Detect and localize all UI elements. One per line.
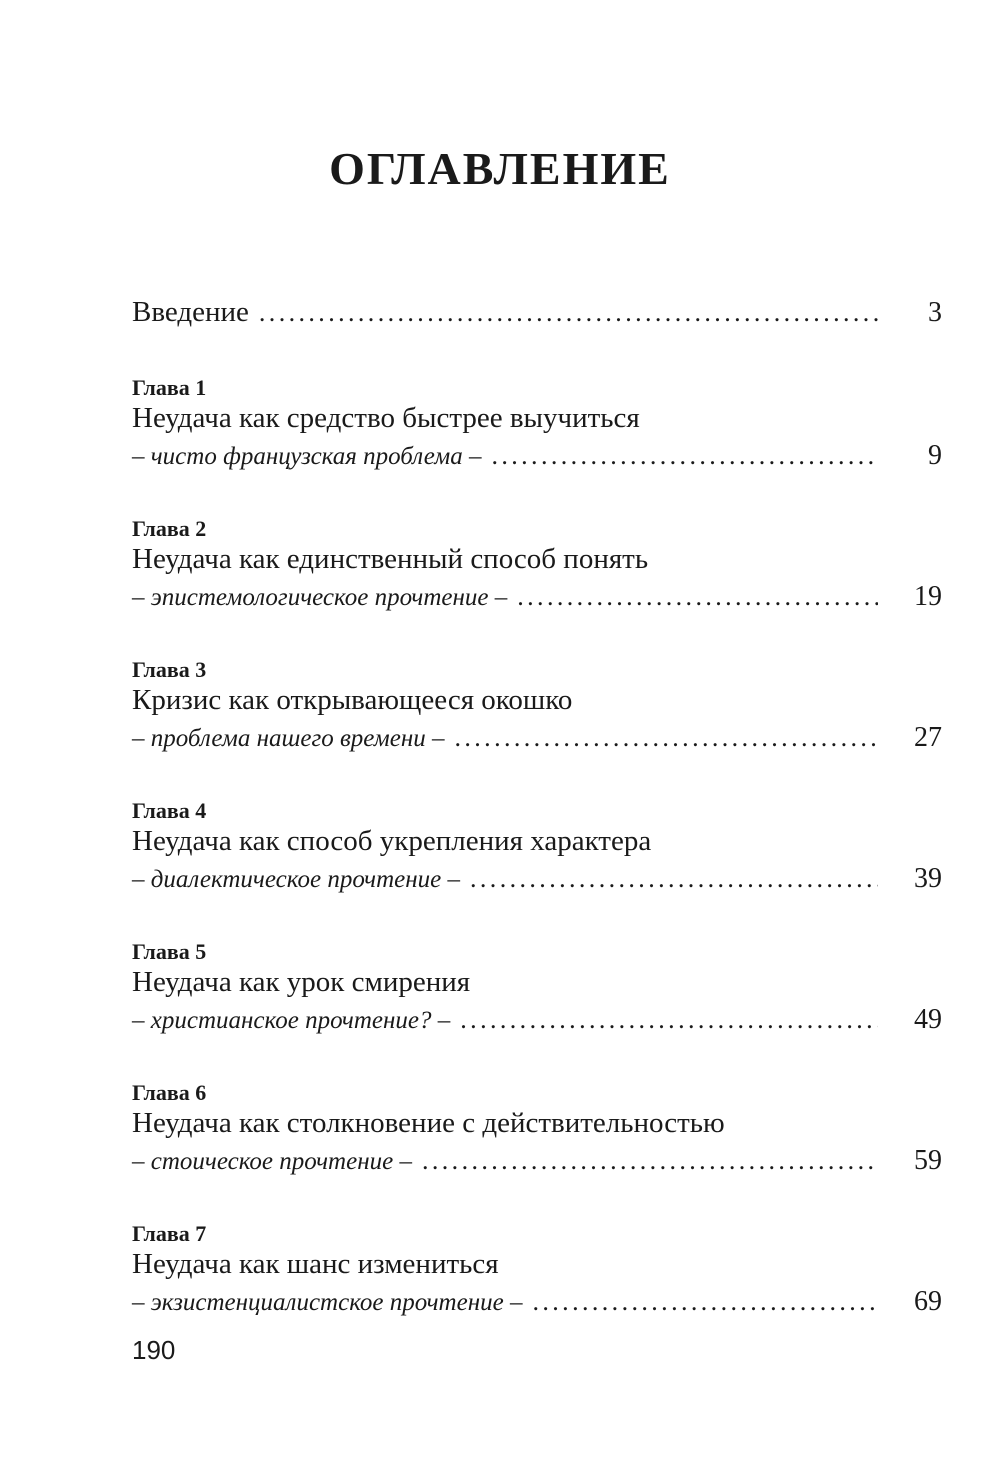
page-number: 59: [914, 1145, 942, 1176]
dot-leader: [422, 1148, 878, 1174]
toc-entry-chapter-7: [132, 1286, 942, 1318]
toc-entry-chapter-6: [132, 1145, 942, 1177]
chapter-label: Глава 5: [132, 939, 207, 964]
chapter-title: Неудача как средство быстрее выучиться: [132, 402, 640, 434]
chapter-subtitle: – проблема нашего времени –: [132, 725, 445, 752]
intro-label: Введение: [132, 296, 249, 328]
chapter-title: Неудача как способ укрепления характера: [132, 825, 652, 857]
chapter-title: Неудача как единственный способ понять: [132, 543, 649, 575]
dot-leader: [517, 584, 878, 610]
dot-leader: [491, 443, 878, 469]
chapter-label: Глава 3: [132, 657, 207, 682]
chapter-label: Глава 4: [132, 798, 207, 823]
chapter-label: Глава 6: [132, 1080, 207, 1105]
page-number: 3: [928, 297, 942, 328]
chapter-label: Глава 1: [132, 375, 207, 400]
chapter-subtitle: – христианское прочтение? –: [132, 1007, 451, 1034]
dot-leader: [454, 725, 878, 751]
page-title: ОГЛАВЛЕНИЕ: [329, 143, 671, 194]
chapter-title: Кризис как открывающееся окошко: [132, 684, 573, 716]
chapter-subtitle: – диалектическое прочтение –: [132, 866, 460, 893]
dot-leader: [470, 866, 878, 892]
toc-entry-chapter-4: [132, 863, 942, 895]
toc-entry-intro: [132, 296, 942, 329]
page-number: 49: [914, 1004, 942, 1035]
dot-leader: [532, 1289, 878, 1315]
dot-leader: [259, 300, 878, 326]
folio-page-number: 190: [132, 1335, 176, 1365]
chapter-subtitle: – чисто французская проблема –: [132, 443, 482, 470]
page-number: 27: [914, 722, 942, 753]
chapter-subtitle: – стоическое прочтение –: [132, 1148, 412, 1175]
chapter-subtitle: – экзистенциалистское прочтение –: [132, 1289, 523, 1316]
chapter-title: Неудача как шанс измениться: [132, 1248, 499, 1280]
page-number: 69: [914, 1286, 942, 1317]
chapter-title: Неудача как урок смирения: [132, 966, 471, 998]
chapter-label: Глава 2: [132, 516, 207, 541]
page-number: 39: [914, 863, 942, 894]
chapter-title: Неудача как столкновение с действительностью: [132, 1107, 725, 1139]
toc-entry-chapter-2: [132, 581, 942, 613]
page-number: 9: [928, 440, 942, 471]
toc-entry-chapter-1: [132, 440, 942, 472]
toc-entry-chapter-3: [132, 722, 942, 754]
chapter-subtitle: – эпистемологическое прочтение –: [132, 584, 508, 611]
toc-entry-chapter-5: [132, 1004, 942, 1036]
dot-leader: [460, 1007, 878, 1033]
page-number: 19: [914, 581, 942, 612]
chapter-label: Глава 7: [132, 1221, 207, 1246]
